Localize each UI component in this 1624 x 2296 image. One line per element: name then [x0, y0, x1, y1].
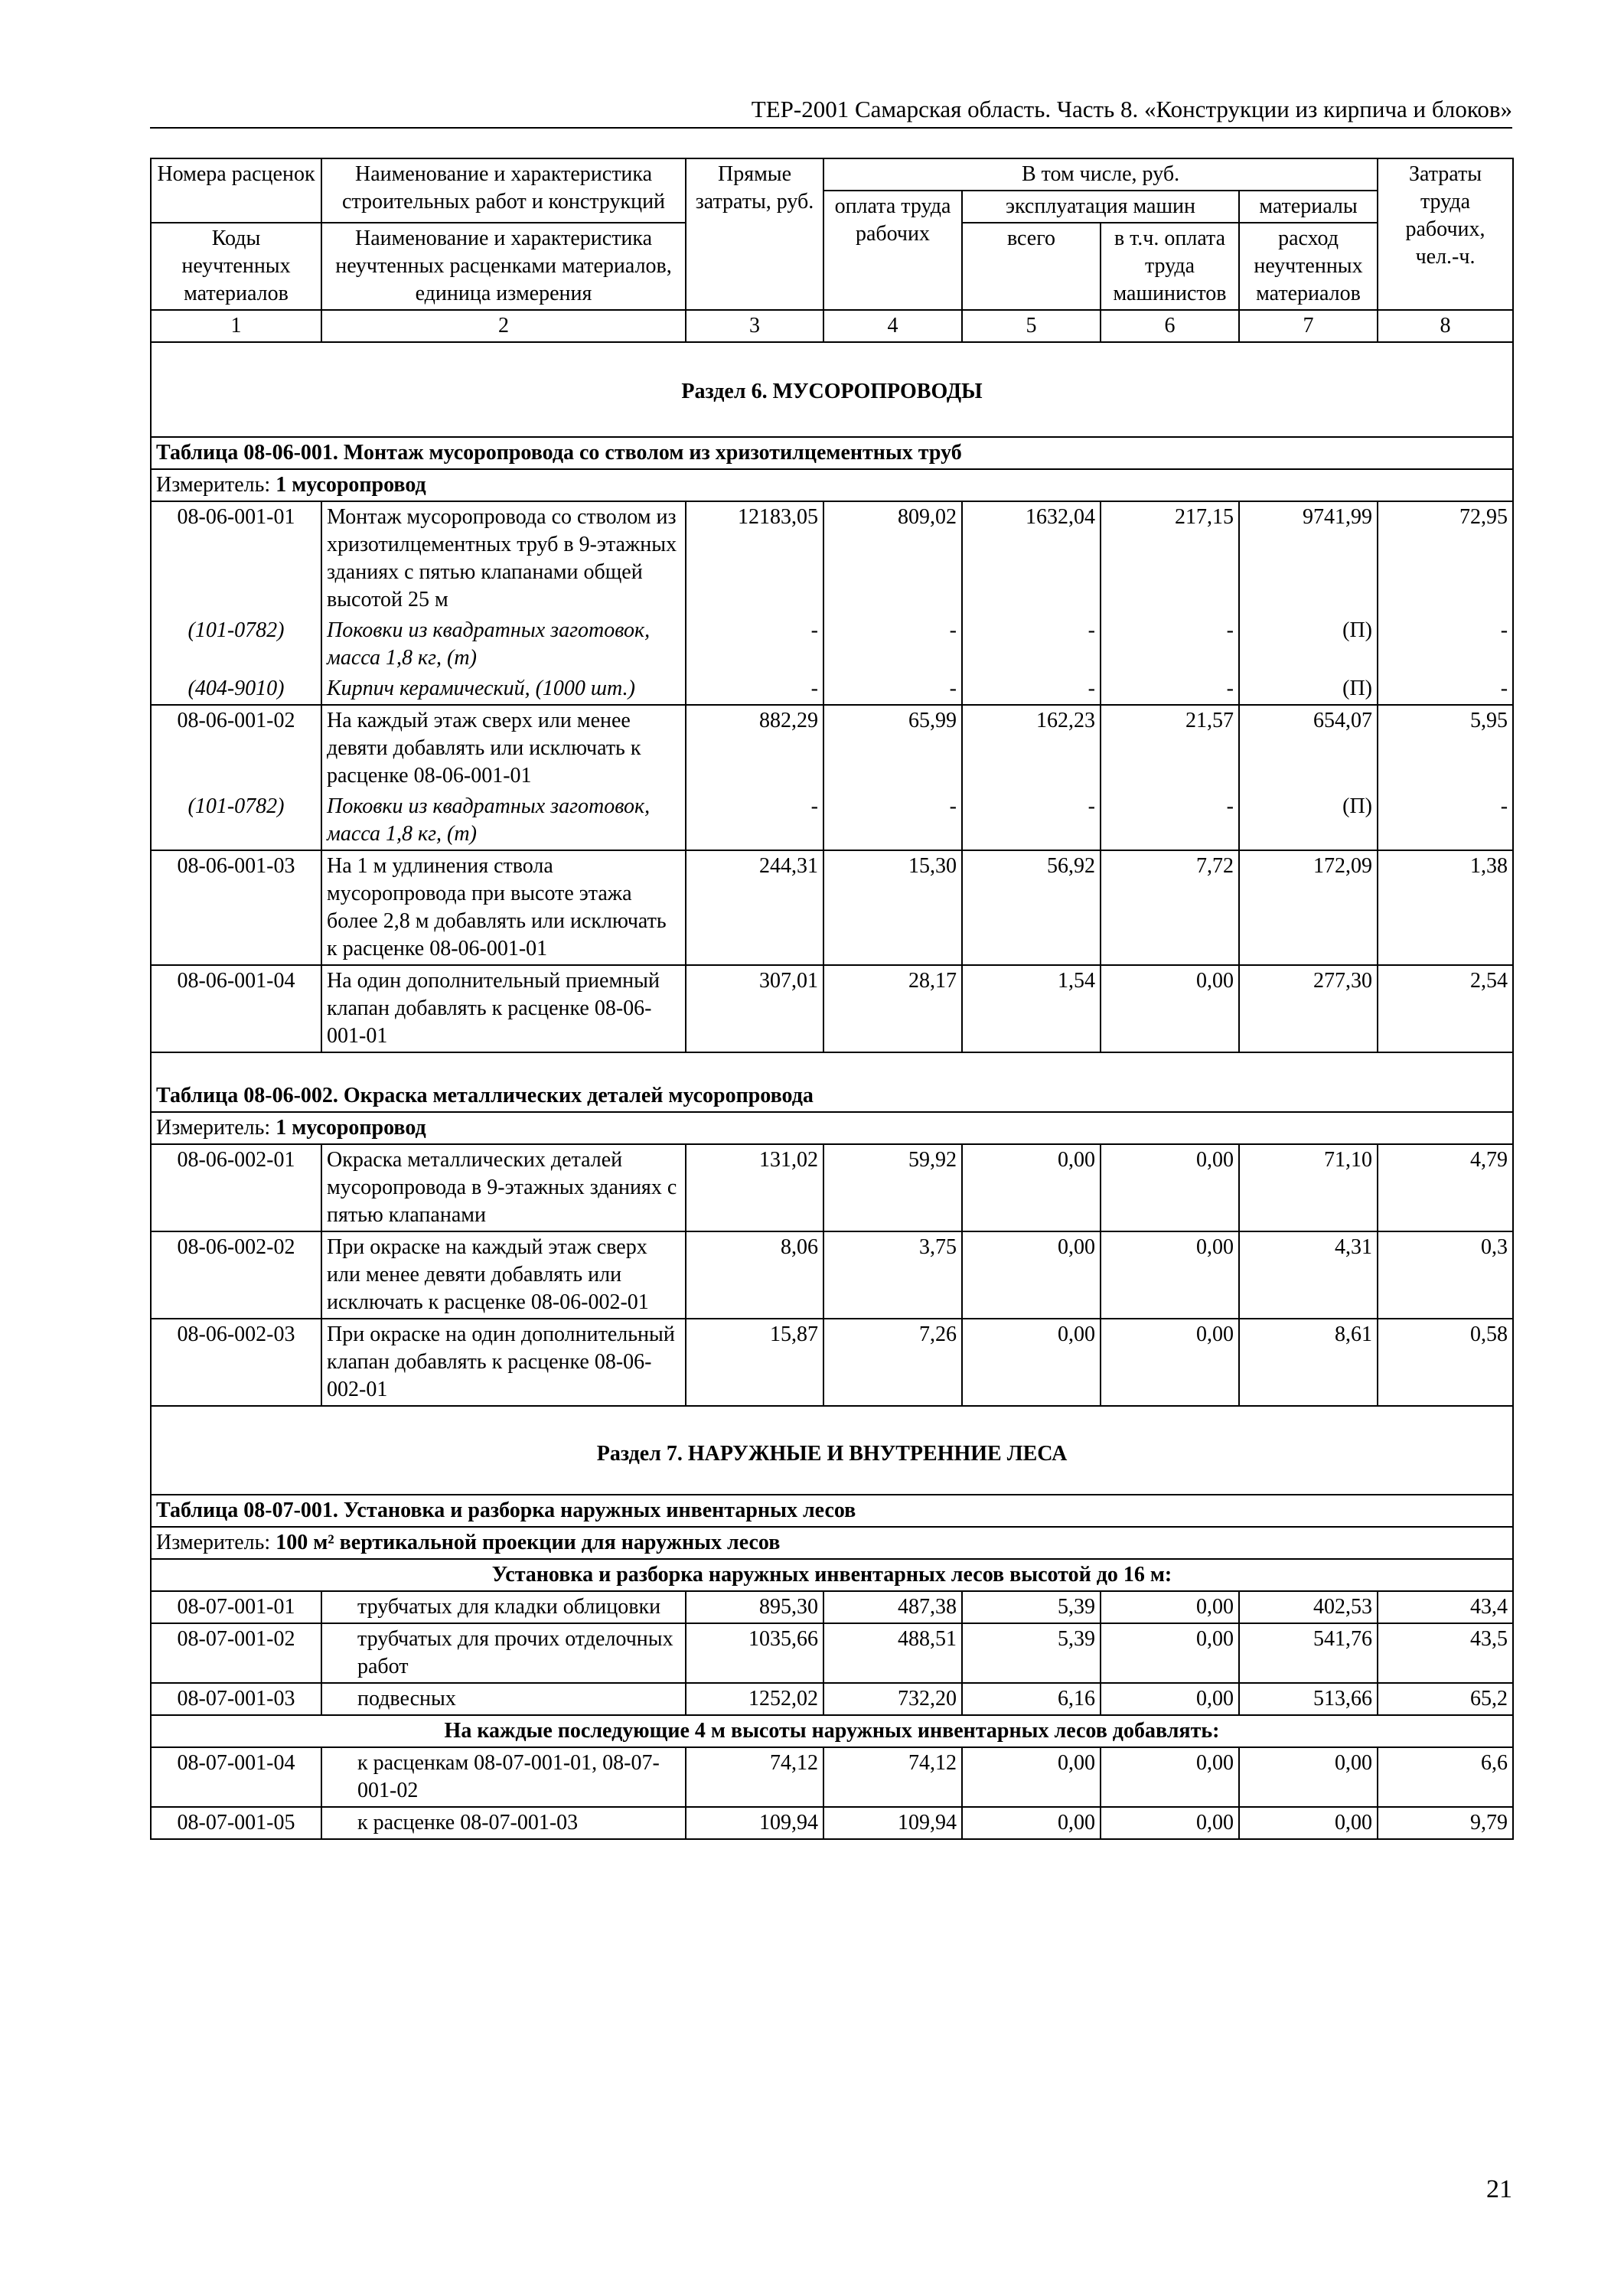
rate-code: 08-06-001-02	[151, 705, 321, 791]
direct-costs: -	[686, 615, 823, 673]
machines-total: 6,16	[962, 1683, 1101, 1715]
rates-table	[150, 158, 1514, 1840]
workers-pay: 3,75	[823, 1231, 962, 1319]
material-code: (101-0782)	[151, 615, 321, 673]
rate-code: 08-06-001-03	[151, 850, 321, 965]
workers-pay: 487,38	[823, 1591, 962, 1623]
workers-pay: 809,02	[823, 501, 962, 615]
operators-pay: 21,57	[1101, 705, 1239, 791]
workers-pay: 59,92	[823, 1144, 962, 1231]
machines-total: -	[962, 615, 1101, 673]
col-number: 1	[151, 310, 321, 342]
direct-costs: 1035,66	[686, 1623, 823, 1683]
machines-total: 5,39	[962, 1623, 1101, 1683]
labor: 43,4	[1378, 1591, 1513, 1623]
materials: 513,66	[1239, 1683, 1378, 1715]
table-measure: Измеритель: 100 м² вертикальной проекции для наружных лесов	[151, 1527, 1513, 1559]
rate-name: трубчатых для прочих отделочных работ	[321, 1623, 686, 1683]
rate-name: При окраске на каждый этаж сверх или менее девяти добавлять или исключать к расценке 08-06-002-01	[321, 1231, 686, 1319]
materials: 277,30	[1239, 965, 1378, 1052]
operators-pay: 0,00	[1101, 1747, 1239, 1807]
materials: 654,07	[1239, 705, 1378, 791]
workers-pay: 65,99	[823, 705, 962, 791]
col-header-labor: Затраты труда рабочих, чел.-ч.	[1378, 158, 1513, 310]
col-number: 6	[1101, 310, 1239, 342]
machines-total: 0,00	[962, 1231, 1101, 1319]
table-measure: Измеритель: 1 мусоропровод	[151, 1112, 1513, 1144]
materials: 0,00	[1239, 1807, 1378, 1839]
table-title: Таблица 08-07-001. Установка и разборка наружных инвентарных лесов	[151, 1495, 1513, 1527]
machines-total: 0,00	[962, 1144, 1101, 1231]
table-measure: Измеритель: 1 мусоропровод	[151, 469, 1513, 501]
rate-code: 08-06-002-02	[151, 1231, 321, 1319]
rate-name: Окраска металлических деталей мусоропровода в 9-этажных зданиях с пятью клапанами	[321, 1144, 686, 1231]
col-header-group: В том числе, руб.	[823, 158, 1378, 191]
rate-code: 08-07-001-04	[151, 1747, 321, 1807]
rate-name: При окраске на один дополнительный клапан добавлять к расценке 08-06-002-01	[321, 1319, 686, 1406]
rate-name: трубчатых для кладки облицовки	[321, 1591, 686, 1623]
subheading: Установка и разборка наружных инвентарных лесов высотой до 16 м:	[151, 1559, 1513, 1591]
machines-total: 1632,04	[962, 501, 1101, 615]
operators-pay: -	[1101, 673, 1239, 705]
labor: 72,95	[1378, 501, 1513, 615]
table-title: Таблица 08-06-001. Монтаж мусоропровода со стволом из хризотилцементных труб	[151, 437, 1513, 469]
direct-costs: -	[686, 791, 823, 850]
workers-pay: 28,17	[823, 965, 962, 1052]
labor: 2,54	[1378, 965, 1513, 1052]
materials: 8,61	[1239, 1319, 1378, 1406]
rate-name: подвесных	[321, 1683, 686, 1715]
labor: 4,79	[1378, 1144, 1513, 1231]
rate-name: На каждый этаж сверх или менее девяти добавлять или исключать к расценке 08-06-001-01	[321, 705, 686, 791]
col-number: 2	[321, 310, 686, 342]
operators-pay: 7,72	[1101, 850, 1239, 965]
col-header-workers-pay: оплата труда рабочих	[823, 191, 962, 310]
direct-costs: 8,06	[686, 1231, 823, 1319]
machines-total: -	[962, 791, 1101, 850]
material-name: Поковки из квадратных заготовок, масса 1,8 кг, (т)	[321, 615, 686, 673]
workers-pay: 7,26	[823, 1319, 962, 1406]
col-header-direct-costs: Прямые затраты, руб.	[686, 158, 823, 310]
workers-pay: 109,94	[823, 1807, 962, 1839]
col-number: 5	[962, 310, 1101, 342]
materials: 172,09	[1239, 850, 1378, 965]
col-number: 4	[823, 310, 962, 342]
machines-total: 162,23	[962, 705, 1101, 791]
direct-costs: 131,02	[686, 1144, 823, 1231]
materials: (П)	[1239, 615, 1378, 673]
col-number: 8	[1378, 310, 1513, 342]
operators-pay: -	[1101, 615, 1239, 673]
labor: 0,3	[1378, 1231, 1513, 1319]
col-header-material-codes: Коды неучтенных материалов	[151, 223, 321, 310]
col-header-materials: материалы	[1239, 191, 1378, 223]
direct-costs: 244,31	[686, 850, 823, 965]
rate-code: 08-06-001-04	[151, 965, 321, 1052]
rate-code: 08-06-002-03	[151, 1319, 321, 1406]
page-number: 21	[1486, 2175, 1512, 2203]
direct-costs: 109,94	[686, 1807, 823, 1839]
rate-code: 08-07-001-05	[151, 1807, 321, 1839]
direct-costs: 895,30	[686, 1591, 823, 1623]
material-code: (404-9010)	[151, 673, 321, 705]
materials: 541,76	[1239, 1623, 1378, 1683]
workers-pay: 732,20	[823, 1683, 962, 1715]
col-header-material-consumption: расход неучтенных материалов	[1239, 223, 1378, 310]
section-title: Раздел 6. МУСОРОПРОВОДЫ	[151, 342, 1513, 437]
col-header-rate-numbers: Номера расценок	[151, 158, 321, 223]
labor: -	[1378, 615, 1513, 673]
labor: 6,6	[1378, 1747, 1513, 1807]
section-title: Раздел 7. НАРУЖНЫЕ И ВНУТРЕННИЕ ЛЕСА	[151, 1406, 1513, 1495]
rate-name: Монтаж мусоропровода со стволом из хризотилцементных труб в 9-этажных зданиях с пятью клапанами общей высотой 25 м	[321, 501, 686, 615]
workers-pay: -	[823, 673, 962, 705]
rate-name: На 1 м удлинения ствола мусоропровода при высоте этажа более 2,8 м добавлять или исключать к расценке 08-06-001-01	[321, 850, 686, 965]
operators-pay: 0,00	[1101, 965, 1239, 1052]
machines-total: 0,00	[962, 1747, 1101, 1807]
machines-total: 5,39	[962, 1591, 1101, 1623]
col-header-work-name: Наименование и характеристика строительных работ и конструкций	[321, 158, 686, 223]
col-number: 7	[1239, 310, 1378, 342]
col-header-machines-total: всего	[962, 223, 1101, 310]
material-name: Кирпич керамический, (1000 шт.)	[321, 673, 686, 705]
direct-costs: 74,12	[686, 1747, 823, 1807]
workers-pay: 488,51	[823, 1623, 962, 1683]
operators-pay: 0,00	[1101, 1683, 1239, 1715]
operators-pay: 0,00	[1101, 1144, 1239, 1231]
direct-costs: 12183,05	[686, 501, 823, 615]
rate-code: 08-07-001-01	[151, 1591, 321, 1623]
direct-costs: 15,87	[686, 1319, 823, 1406]
machines-total: 0,00	[962, 1319, 1101, 1406]
materials: (П)	[1239, 673, 1378, 705]
materials: 0,00	[1239, 1747, 1378, 1807]
col-header-material-names: Наименование и характеристика неучтенных расценками материалов, единица измерения	[321, 223, 686, 310]
operators-pay: 0,00	[1101, 1807, 1239, 1839]
operators-pay: 217,15	[1101, 501, 1239, 615]
machines-total: 0,00	[962, 1807, 1101, 1839]
machines-total: 1,54	[962, 965, 1101, 1052]
workers-pay: -	[823, 791, 962, 850]
rate-code: 08-06-002-01	[151, 1144, 321, 1231]
rate-name: На один дополнительный приемный клапан добавлять к расценке 08-06-001-01	[321, 965, 686, 1052]
materials: 71,10	[1239, 1144, 1378, 1231]
direct-costs: 307,01	[686, 965, 823, 1052]
labor: 65,2	[1378, 1683, 1513, 1715]
col-header-machines: эксплуатация машин	[962, 191, 1239, 223]
labor: -	[1378, 673, 1513, 705]
operators-pay: 0,00	[1101, 1319, 1239, 1406]
table-title: Таблица 08-06-002. Окраска металлических деталей мусоропровода	[151, 1052, 1513, 1112]
direct-costs: 1252,02	[686, 1683, 823, 1715]
materials: (П)	[1239, 791, 1378, 850]
labor: -	[1378, 791, 1513, 850]
materials: 9741,99	[1239, 501, 1378, 615]
labor: 0,58	[1378, 1319, 1513, 1406]
rate-name: к расценкам 08-07-001-01, 08-07-001-02	[321, 1747, 686, 1807]
labor: 9,79	[1378, 1807, 1513, 1839]
rate-code: 08-06-001-01	[151, 501, 321, 615]
rate-code: 08-07-001-03	[151, 1683, 321, 1715]
operators-pay: 0,00	[1101, 1231, 1239, 1319]
direct-costs: -	[686, 673, 823, 705]
header-rule	[150, 127, 1512, 129]
machines-total: 56,92	[962, 850, 1101, 965]
col-header-operators-pay: в т.ч. оплата труда машинистов	[1101, 223, 1239, 310]
machines-total: -	[962, 673, 1101, 705]
labor: 5,95	[1378, 705, 1513, 791]
rate-code: 08-07-001-02	[151, 1623, 321, 1683]
material-code: (101-0782)	[151, 791, 321, 850]
workers-pay: 15,30	[823, 850, 962, 965]
labor: 43,5	[1378, 1623, 1513, 1683]
rate-name: к расценке 08-07-001-03	[321, 1807, 686, 1839]
workers-pay: 74,12	[823, 1747, 962, 1807]
labor: 1,38	[1378, 850, 1513, 965]
operators-pay: 0,00	[1101, 1623, 1239, 1683]
operators-pay: -	[1101, 791, 1239, 850]
running-header: ТЕР-2001 Самарская область. Часть 8. «Конструкции из кирпича и блоков»	[751, 96, 1512, 122]
subheading: На каждые последующие 4 м высоты наружных инвентарных лесов добавлять:	[151, 1715, 1513, 1747]
materials: 4,31	[1239, 1231, 1378, 1319]
operators-pay: 0,00	[1101, 1591, 1239, 1623]
workers-pay: -	[823, 615, 962, 673]
col-number: 3	[686, 310, 823, 342]
material-name: Поковки из квадратных заготовок, масса 1,8 кг, (т)	[321, 791, 686, 850]
materials: 402,53	[1239, 1591, 1378, 1623]
direct-costs: 882,29	[686, 705, 823, 791]
